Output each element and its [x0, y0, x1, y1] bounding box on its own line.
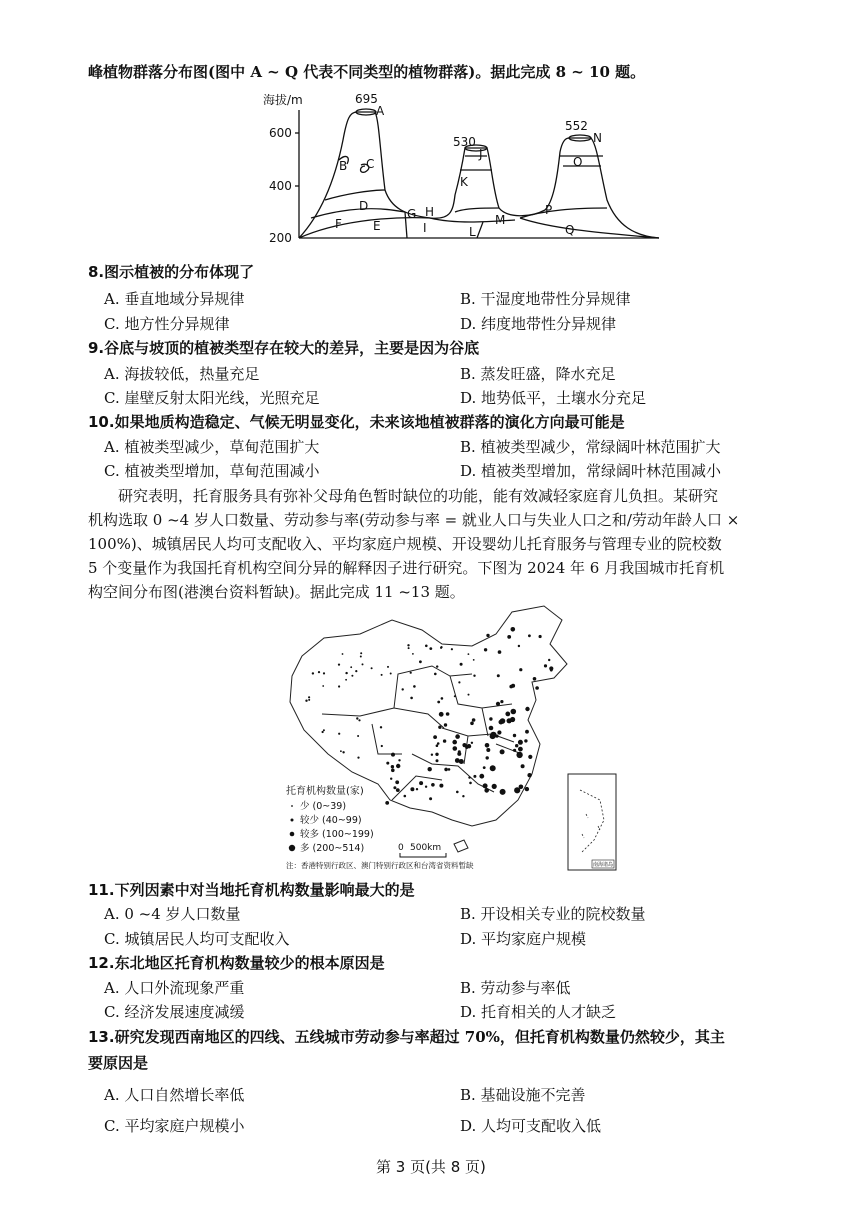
city-dot — [386, 762, 389, 765]
city-dot — [455, 734, 460, 739]
city-dot — [404, 795, 407, 798]
city-dot — [407, 644, 409, 646]
city-dot — [387, 666, 389, 668]
intro-line: 峰植物群落分布图(图中 A ~ Q 代表不同类型的植物群落)。据此完成 8 ~ 10 题。 — [88, 63, 646, 81]
city-dot — [439, 712, 444, 717]
community-label-f: F — [335, 217, 342, 231]
city-dot — [451, 648, 453, 650]
city-dot — [489, 726, 494, 731]
y-axis-label: 海拔/m — [263, 93, 303, 107]
childcare-distribution-map — [282, 604, 632, 876]
city-dot — [395, 780, 399, 784]
city-dot — [489, 717, 492, 720]
community-label-a: A — [376, 104, 385, 118]
city-dot — [391, 765, 394, 768]
city-dot — [473, 659, 475, 661]
community-label-j: J — [479, 147, 483, 161]
paragraph-line: 构空间分布图(港澳台资料暂缺)。据此完成 11 ~13 题。 — [88, 583, 465, 601]
city-dot — [338, 685, 340, 687]
paragraph-line: 研究表明，托育服务具有弥补父母角色暂时缺位的功能，能有效减轻家庭育儿负担。某研究 — [118, 487, 719, 505]
city-dot — [462, 743, 466, 747]
city-dot — [431, 754, 433, 756]
city-dot — [518, 740, 523, 745]
paragraph-line: 机构选取 0 ~4 岁人口数量、劳动参与率(劳动参与率 = 就业人口与失业人口之和/劳动年龄人口 × — [88, 511, 740, 529]
city-dot — [486, 634, 489, 637]
city-dot — [497, 730, 501, 734]
community-label-l: L — [469, 225, 476, 239]
question-13-stem-cont: 要原因是 — [88, 1054, 149, 1072]
city-dot — [486, 756, 489, 759]
city-dot — [434, 673, 437, 676]
peak-label-552: 552 — [565, 119, 588, 133]
question-11-stem: 11.下列因素中对当地托育机构数量影响最大的是 — [88, 881, 415, 899]
city-dot — [444, 723, 447, 726]
city-dot — [521, 764, 525, 768]
city-dot — [362, 663, 364, 665]
city-dot — [483, 783, 488, 788]
city-dot — [516, 752, 522, 758]
city-dot — [416, 788, 418, 790]
city-dot — [322, 731, 324, 733]
city-dot — [436, 665, 438, 667]
city-dot — [433, 735, 437, 739]
paragraph-line: 100%)、城镇居民人均可支配收入、平均家庭户规模、开设婴幼儿托育服务与管理专业的院校数 — [88, 535, 722, 553]
city-dot — [539, 635, 542, 638]
city-dot — [525, 730, 529, 734]
question-11-option-c: C. 城镇居民人均可支配收入 — [104, 930, 290, 948]
city-dot — [410, 697, 413, 700]
community-label-n: N — [593, 131, 602, 145]
city-dot — [484, 788, 489, 793]
city-dot — [390, 778, 392, 780]
legend-item-fewer: 较少 (40~99) — [300, 815, 362, 826]
scale-zero: 0 — [398, 843, 404, 853]
question-13-stem: 13.研究发现西南地区的四线、五线城市劳动参与率超过 70%，但托育机构数量仍然较少，其主 — [88, 1028, 725, 1046]
city-dot — [514, 787, 520, 793]
city-dot — [345, 672, 347, 674]
city-dot — [483, 766, 486, 769]
city-dot — [391, 753, 395, 757]
city-dot — [467, 744, 471, 748]
community-label-i: I — [423, 221, 427, 235]
question-10-option-d: D. 植被类型增加，常绿阔叶林范围减小 — [460, 462, 722, 480]
community-label-o: O — [573, 155, 583, 169]
city-dot — [533, 677, 537, 681]
city-dot — [500, 749, 505, 754]
peak-label-530: 530 — [453, 135, 476, 149]
question-9-option-c: C. 崖壁反射太阳光线，光照充足 — [104, 389, 320, 407]
question-8-option-d: D. 纬度地带性分异规律 — [460, 315, 617, 333]
community-label-c: C — [366, 157, 375, 171]
scale-bar — [400, 853, 446, 857]
city-dot — [429, 797, 432, 800]
city-dot — [425, 786, 427, 788]
city-dot — [548, 659, 550, 661]
city-dot — [345, 679, 347, 681]
city-dot — [470, 722, 474, 726]
city-dot — [338, 664, 340, 666]
city-dot — [509, 685, 513, 689]
city-dot — [322, 685, 324, 687]
question-9-option-b: B. 蒸发旺盛，降水充足 — [460, 365, 616, 383]
city-dot — [519, 668, 522, 671]
city-dot — [505, 712, 510, 717]
city-dot — [323, 672, 325, 674]
city-dot — [497, 674, 500, 677]
city-dot — [486, 748, 490, 752]
page-footer: 第 3 页(共 8 页) — [376, 1158, 486, 1176]
community-label-q: Q — [565, 223, 575, 237]
city-dot — [419, 660, 422, 663]
city-dot — [524, 739, 527, 742]
city-dot — [492, 784, 497, 789]
city-dot — [535, 686, 539, 690]
city-dot — [419, 781, 423, 785]
city-dot — [438, 726, 441, 729]
city-dot — [518, 747, 523, 752]
city-dot — [472, 718, 476, 722]
south-china-sea-inset — [568, 774, 616, 870]
city-dot — [444, 768, 448, 772]
city-dot — [393, 786, 396, 789]
city-dot — [323, 729, 325, 731]
question-11-option-d: D. 平均家庭户规模 — [460, 930, 587, 948]
map-note: 注：香港特别行政区、澳门特别行政区和台湾省资料暂缺 — [286, 861, 474, 870]
hainan-island — [454, 840, 468, 852]
city-dot — [350, 666, 352, 668]
city-dot — [518, 645, 520, 647]
question-10-option-a: A. 植被类型减少，草甸范围扩大 — [104, 438, 320, 456]
question-9-stem: 9.谷底与坡顶的植被类型存在较大的差异，主要是因为谷底 — [88, 339, 480, 357]
city-dot — [342, 653, 344, 655]
city-dot — [550, 669, 553, 672]
city-dot — [437, 742, 440, 745]
city-dot — [500, 789, 506, 795]
question-8-stem: 8.图示植被的分布体现了 — [88, 263, 255, 281]
community-label-b: B — [339, 159, 348, 173]
vegetation-profile-diagram — [255, 90, 665, 250]
city-dot — [435, 753, 438, 756]
city-dot — [358, 719, 360, 721]
city-dot — [402, 688, 404, 690]
question-12-option-b: B. 劳动参与率低 — [460, 979, 571, 997]
city-dot — [413, 685, 416, 688]
city-dot — [371, 667, 373, 669]
legend-item-few: 少 (0~39) — [300, 801, 347, 812]
city-dot — [479, 774, 484, 779]
city-dot — [448, 768, 451, 771]
city-dot — [338, 733, 340, 735]
city-dot — [360, 652, 362, 654]
city-dot — [468, 694, 470, 696]
city-dot — [318, 671, 320, 673]
city-dot — [412, 653, 414, 655]
city-dot — [408, 647, 410, 649]
city-dot — [528, 755, 532, 759]
city-dot — [525, 787, 529, 791]
city-dot — [410, 787, 414, 791]
city-dot — [391, 769, 395, 773]
city-dot — [511, 709, 517, 715]
legend-title: 托育机构数量(家) — [286, 786, 364, 797]
city-dot — [490, 732, 496, 738]
question-13-option-d: D. 人均可支配收入低 — [460, 1117, 602, 1135]
city-dot — [380, 726, 382, 728]
question-12-option-c: C. 经济发展速度减缓 — [104, 1003, 245, 1021]
city-dot — [398, 759, 400, 761]
city-dot — [305, 700, 307, 702]
city-dot — [443, 739, 446, 742]
inset-label: 南海诸岛 — [593, 862, 614, 868]
city-dot — [428, 767, 432, 771]
city-dot — [513, 734, 516, 737]
city-dot — [515, 744, 518, 747]
question-11-option-a: A. 0 ~4 岁人口数量 — [104, 905, 241, 923]
question-8-option-c: C. 地方性分异规律 — [104, 315, 230, 333]
question-10-option-c: C. 植被类型增加，草甸范围减小 — [104, 462, 320, 480]
question-13-option-c: C. 平均家庭户规模小 — [104, 1117, 245, 1135]
city-dot — [469, 782, 472, 785]
question-10-option-b: B. 植被类型减少，常绿阔叶林范围扩大 — [460, 438, 721, 456]
city-dot — [425, 645, 428, 648]
community-label-p: P — [545, 203, 553, 217]
city-dot — [507, 635, 511, 639]
y-tick-600: 600 — [269, 126, 292, 140]
city-dot — [468, 776, 470, 778]
city-dot — [357, 757, 359, 759]
city-dot — [437, 701, 440, 704]
city-dot — [485, 743, 490, 748]
question-12-option-a: A. 人口外流现象严重 — [104, 979, 245, 997]
y-tick-200: 200 — [269, 231, 292, 245]
y-tick-400: 400 — [269, 179, 292, 193]
city-dot — [456, 791, 459, 794]
peak-label-695: 695 — [355, 92, 378, 106]
city-dot — [462, 795, 464, 797]
city-dot — [496, 702, 500, 706]
city-dot — [499, 720, 504, 725]
city-dot — [458, 681, 460, 683]
city-dot — [471, 742, 473, 744]
city-dot — [528, 634, 531, 637]
city-dot — [356, 717, 358, 719]
city-dot — [468, 653, 470, 655]
question-12-stem: 12.东北地区托育机构数量较少的根本原因是 — [88, 954, 385, 972]
city-dot — [410, 672, 412, 674]
city-dot — [355, 670, 357, 672]
legend-item-more: 较多 (100~199) — [300, 829, 374, 840]
legend-item-many: 多 (200~514) — [300, 843, 365, 854]
city-dot — [440, 647, 442, 649]
question-8-option-a: A. 垂直地域分异规律 — [104, 290, 245, 308]
city-dot — [431, 783, 435, 787]
city-dot — [429, 647, 432, 650]
question-13-option-a: A. 人口自然增长率低 — [104, 1086, 245, 1104]
community-label-h: H — [425, 205, 435, 219]
question-9-option-a: A. 海拔较低，热量充足 — [104, 365, 260, 383]
city-dot — [510, 717, 515, 722]
city-dot — [436, 759, 439, 762]
city-dot — [452, 740, 457, 745]
question-9-option-d: D. 地势低平，土壤水分充足 — [460, 389, 647, 407]
terrain-outline — [299, 112, 659, 238]
research-paragraph — [88, 484, 828, 604]
city-dot — [351, 675, 353, 677]
question-10-stem: 10.如果地质构造稳定、气候无明显变化，未来该地植被群落的演化方向最可能是 — [88, 413, 625, 431]
city-dot — [455, 758, 460, 763]
question-13-option-b: B. 基础设施不完善 — [460, 1086, 586, 1104]
city-dot — [473, 775, 476, 778]
city-dot — [441, 697, 444, 700]
city-dot — [457, 752, 461, 756]
city-dot — [312, 672, 314, 674]
city-dot — [340, 750, 342, 752]
city-dot — [308, 699, 310, 701]
city-dot — [484, 648, 487, 651]
question-8-option-b: B. 干湿度地带性分异规律 — [460, 290, 631, 308]
city-dot — [527, 773, 531, 777]
city-dot — [473, 675, 475, 677]
question-12-option-d: D. 托育相关的人才缺乏 — [460, 1003, 617, 1021]
city-dot — [544, 664, 547, 667]
city-dot — [498, 650, 502, 654]
city-dot — [460, 663, 463, 666]
city-dot — [446, 712, 450, 716]
community-label-d: D — [359, 199, 369, 213]
community-label-k: K — [460, 175, 468, 189]
city-dot — [439, 784, 443, 788]
city-dot — [308, 696, 310, 698]
city-dot — [454, 695, 456, 697]
community-label-m: M — [495, 213, 506, 227]
city-dot — [511, 627, 516, 632]
city-dot — [390, 673, 392, 675]
city-dot — [357, 735, 359, 737]
city-dot — [500, 700, 503, 703]
city-dot — [525, 707, 529, 711]
city-dot — [396, 788, 400, 792]
city-dot — [360, 656, 362, 658]
community-label-g: G — [407, 207, 417, 221]
scale-label: 500km — [410, 843, 442, 853]
city-dot — [381, 745, 383, 747]
question-11-option-b: B. 开设相关专业的院校数量 — [460, 905, 646, 923]
city-dot — [342, 751, 344, 753]
city-dot — [381, 674, 383, 676]
city-dot — [385, 801, 389, 805]
paragraph-line: 5 个变量作为我国托育机构空间分异的解释因子进行研究。下图为 2024 年 6 月我国城市托育机 — [88, 559, 725, 577]
city-dot — [490, 765, 496, 771]
city-dot — [396, 764, 400, 768]
city-dot — [513, 749, 516, 752]
city-dot — [436, 744, 439, 747]
community-label-e: E — [373, 219, 381, 233]
city-dot — [453, 746, 458, 751]
